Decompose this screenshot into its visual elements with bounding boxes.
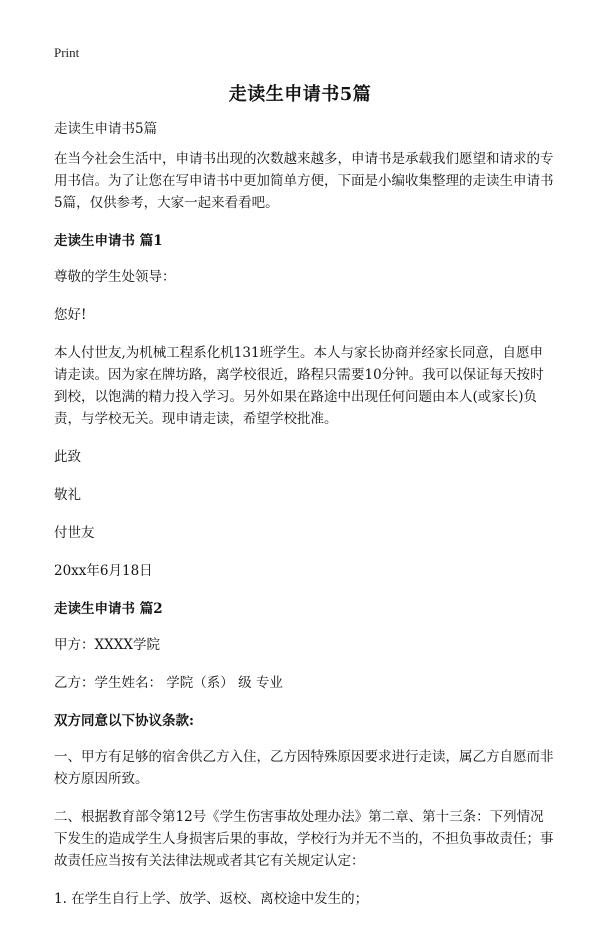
print-label: Print <box>54 45 80 60</box>
greeting: 您好! <box>54 307 87 323</box>
document-title: 走读生申请书5篇 <box>228 84 372 105</box>
intro-paragraph: 在当今社会生活中，申请书出现的次数越来越多，申请书是承载我们愿望和请求的专用书信。为了让您在写申请书中更加简单方便，下面是小编收集整理的走读生申请书5篇，仅供参考，大家一起来看看吧。 <box>54 151 554 211</box>
greeting-recipient: 尊敬的学生处领导： <box>54 269 176 285</box>
closing-line-1: 此致 <box>54 449 81 465</box>
body-paragraph: 本人付世友,为机械工程系化机131班学生。本人与家长协商并经家长同意，自愿申请走读。因为家在牌坊路，离学校很近，路程只需要10分钟。我可以保证每天按时到校，以饱满的精力投入学习。另外如果在路途中出现任何问题由本人(或家长)负责，与学校无关。现申请走读，希望学校批准。 <box>54 345 544 427</box>
signature: 付世友 <box>54 525 95 541</box>
clause-2: 二、根据教育部令第12号《学生伤害事故处理办法》第二章、第十三条：下列情况下发生的造成学生人身损害后果的事故，学校行为并无不当的，不担负事故责任；事故责任应当按有关法律法规或者其它有关规定认定： <box>54 809 554 869</box>
section-heading-2: 走读生申请书 篇2 <box>54 601 163 617</box>
section-heading-1: 走读生申请书 篇1 <box>54 233 163 249</box>
agreement-heading: 双方同意以下协议条款: <box>54 713 194 729</box>
date: 20xx年6月18日 <box>54 563 153 579</box>
document-subtitle: 走读生申请书5篇 <box>54 121 158 137</box>
clause-2-item-1: 1. 在学生自行上学、放学、返校、离校途中发生的； <box>54 891 369 907</box>
party-a: 甲方：XXXX学院 <box>54 637 160 653</box>
clause-1: 一、甲方有足够的宿舍供乙方入住，乙方因特殊原因要求进行走读，属乙方自愿而非校方原因所致。 <box>54 749 554 787</box>
closing-line-2: 敬礼 <box>54 487 81 503</box>
document-body <box>54 118 554 926</box>
party-b: 乙方：学生姓名： 学院（系） 级 专业 <box>54 675 283 691</box>
